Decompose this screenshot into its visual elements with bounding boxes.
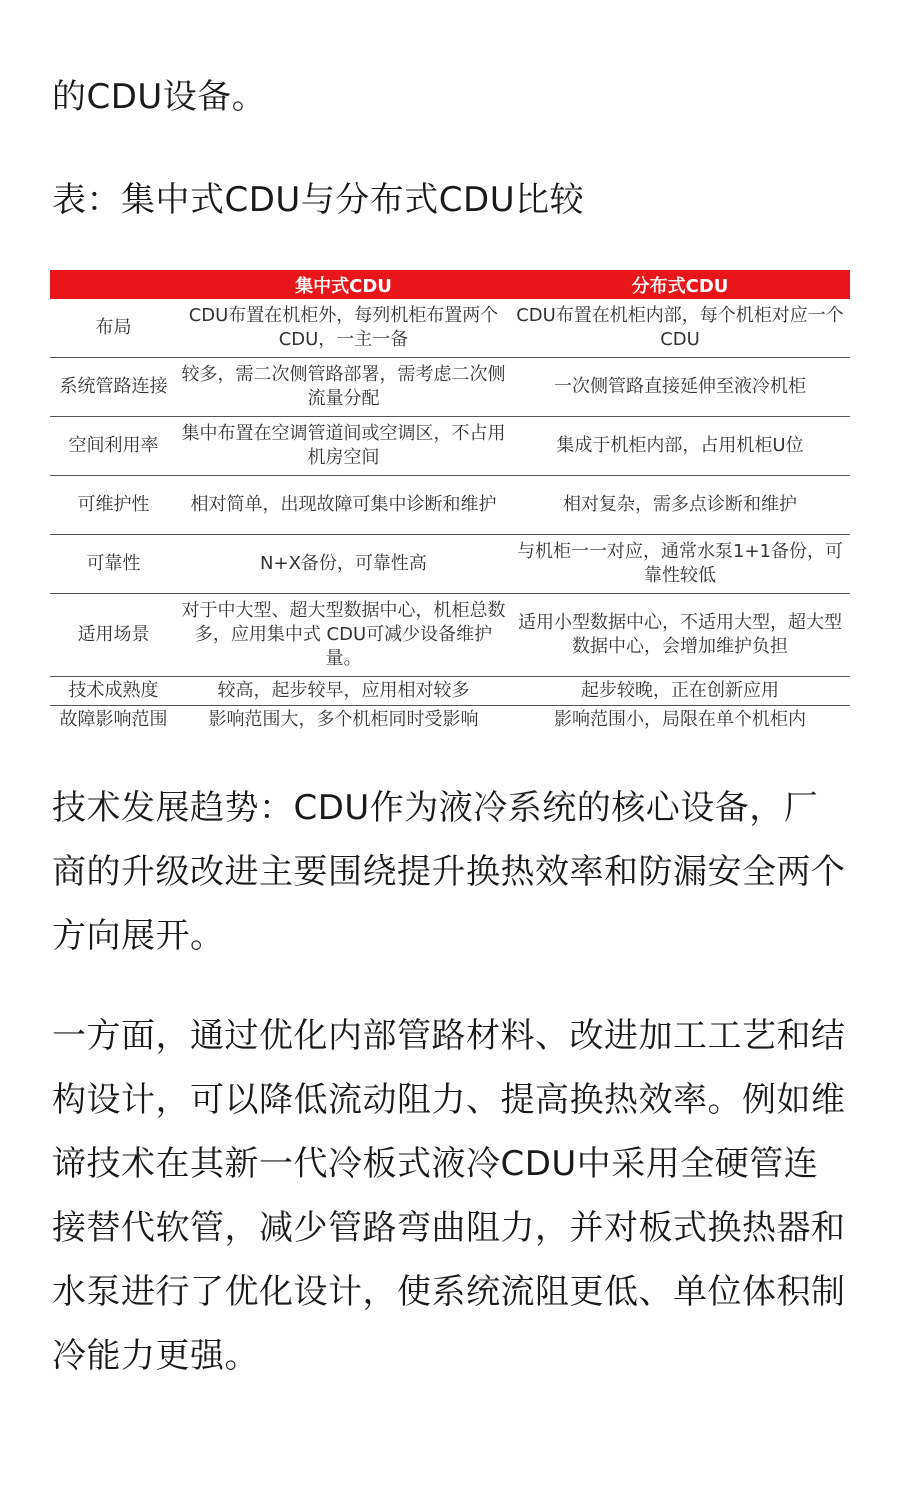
cell-distributed: 影响范围小，局限在单个机柜内 [554, 709, 806, 730]
row-label: 空间利用率 [50, 417, 177, 476]
cell-centralized: 集中布置在空调管道间或空调区，不占用机房空间 [177, 417, 510, 476]
cell-distributed: 一次侧管路直接延伸至液冷机柜 [510, 358, 850, 417]
row-label: 技术成熟度 [50, 677, 177, 706]
table-row [50, 299, 850, 358]
table-row [50, 476, 850, 535]
intro-tail-text: 的CDU设备。 [52, 77, 267, 117]
table-row [50, 535, 850, 594]
cell-distributed: 集成于机柜内部，占用机柜U位 [510, 417, 850, 476]
comparison-table [50, 270, 850, 734]
table-row [50, 594, 850, 677]
row-label: 布局 [50, 299, 177, 358]
cell-centralized: 影响范围大，多个机柜同时受影响 [208, 709, 479, 730]
row-label: 系统管路连接 [50, 358, 177, 417]
trend-paragraph: 技术发展趋势：CDU作为液冷系统的核心设备，厂商的升级改进主要围绕提升换热效率和防漏安全两个方向展开。 [52, 788, 846, 956]
table-header-row [50, 270, 850, 299]
cell-centralized: N+X备份，可靠性高 [177, 535, 510, 594]
header-centralized: 集中式CDU [177, 270, 510, 299]
cell-centralized: 对于中大型、超大型数据中心，机柜总数多，应用集中式 CDU可减少设备维护量。 [177, 594, 510, 677]
cell-centralized: 相对简单，出现故障可集中诊断和维护 [177, 476, 510, 535]
cell-distributed: CDU布置在机柜内部，每个机柜对应一个CDU [510, 299, 850, 358]
cell-centralized: CDU布置在机柜外，每列机柜布置两个CDU，一主一备 [177, 299, 510, 358]
cell-centralized: 较多，需二次侧管路部署，需考虑二次侧流量分配 [177, 358, 510, 417]
optimization-paragraph: 一方面，通过优化内部管路材料、改进加工工艺和结构设计，可以降低流动阻力、提高换热效率。例如维谛技术在其新一代冷板式液冷CDU中采用全硬管连接替代软管，减少管路弯曲阻力，并对板式换热器和水泵进行了优化设计，使系统流阻更低、单位体积制冷能力更强。 [52, 1016, 846, 1376]
cell-centralized: 较高，起步较早，应用相对较多 [177, 677, 510, 706]
table-row [50, 706, 850, 735]
row-label: 故障影响范围 [59, 709, 168, 730]
row-label: 适用场景 [50, 594, 177, 677]
cell-distributed: 相对复杂，需多点诊断和维护 [510, 476, 850, 535]
cell-distributed: 适用小型数据中心，不适用大型，超大型数据中心，会增加维护负担 [510, 594, 850, 677]
table-row [50, 417, 850, 476]
row-label: 可维护性 [50, 476, 177, 535]
cell-distributed: 起步较晚，正在创新应用 [510, 677, 850, 706]
cell-distributed: 与机柜一一对应，通常水泵1+1备份，可靠性较低 [510, 535, 850, 594]
table-caption: 表：集中式CDU与分布式CDU比较 [52, 180, 585, 220]
table-row [50, 677, 850, 706]
header-distributed: 分布式CDU [510, 270, 850, 299]
header-empty [50, 270, 177, 299]
table-row [50, 358, 850, 417]
row-label: 可靠性 [50, 535, 177, 594]
